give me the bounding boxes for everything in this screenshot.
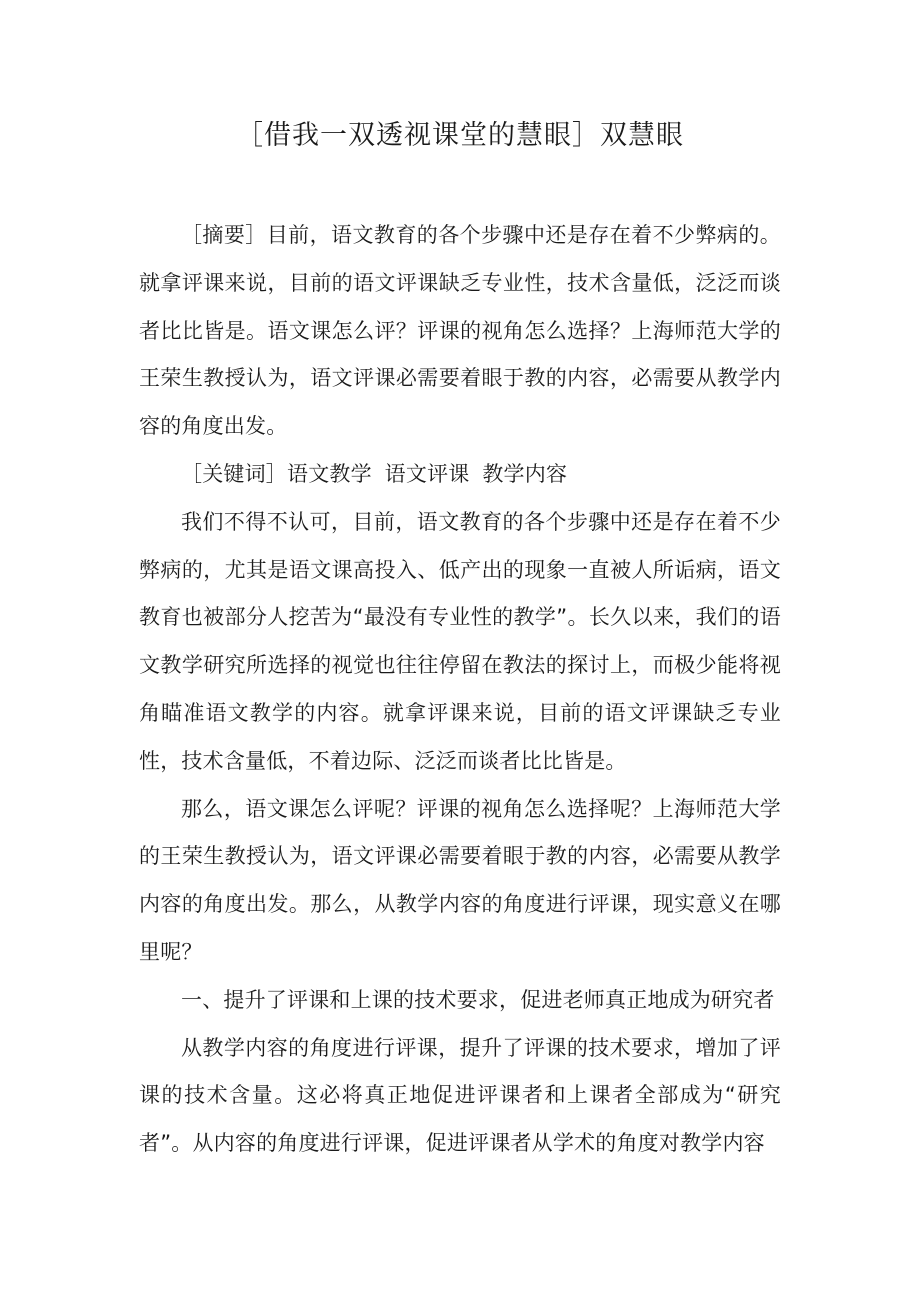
body-paragraph: 那么，语文课怎么评呢？评课的视角怎么选择呢？上海师范大学的王荣生教授认为，语文评课必需要着眼于教的内容，必需要从教学内容的角度出发。那么，从教学内容的角度进行评课，现实意义在哪里呢？ (139, 796, 781, 964)
body-paragraph: 我们不得不认可，目前，语文教育的各个步骤中还是存在着不少弊病的，尤其是语文课高投入、低产出的现象一直被人所诟病，语文教育也被部分人挖苦为“最没有专业性的教学”。长久以来，我们的语文教学研究所选择的视觉也往往停留在教法的探讨上，而极少能将视角瞄准语文教学的内容。就拿评课来说，目前的语文评课缺乏专业性，技术含量低，不着边际、泛泛而谈者比比皆是。 (139, 509, 781, 773)
section-heading: 一、提升了评课和上课的技术要求，促进老师真正地成为研究者 (181, 987, 775, 1012)
keywords-paragraph: ［关键词］语文教学 语文评课 教学内容 (181, 461, 568, 486)
document-body (139, 212, 781, 1168)
abstract-paragraph: ［摘要］目前，语文教育的各个步骤中还是存在着不少弊病的。就拿评课来说，目前的语文评课缺乏专业性，技术含量低，泛泛而谈者比比皆是。语文课怎么评？评课的视角怎么选择？上海师范大学的王荣生教授认为，语文评课必需要着眼于教的内容，必需要从教学内容的角度出发。 (139, 223, 781, 439)
body-paragraph: 从教学内容的角度进行评课，提升了评课的技术要求，增加了评课的技术含量。这必将真正地促进评课者和上课者全部成为“研究者”。从内容的角度进行评课，促进评课者从学术的角度对教学内容 (139, 1035, 781, 1156)
document-title: ［借我一双透视课堂的慧眼］双慧眼 (236, 120, 684, 151)
